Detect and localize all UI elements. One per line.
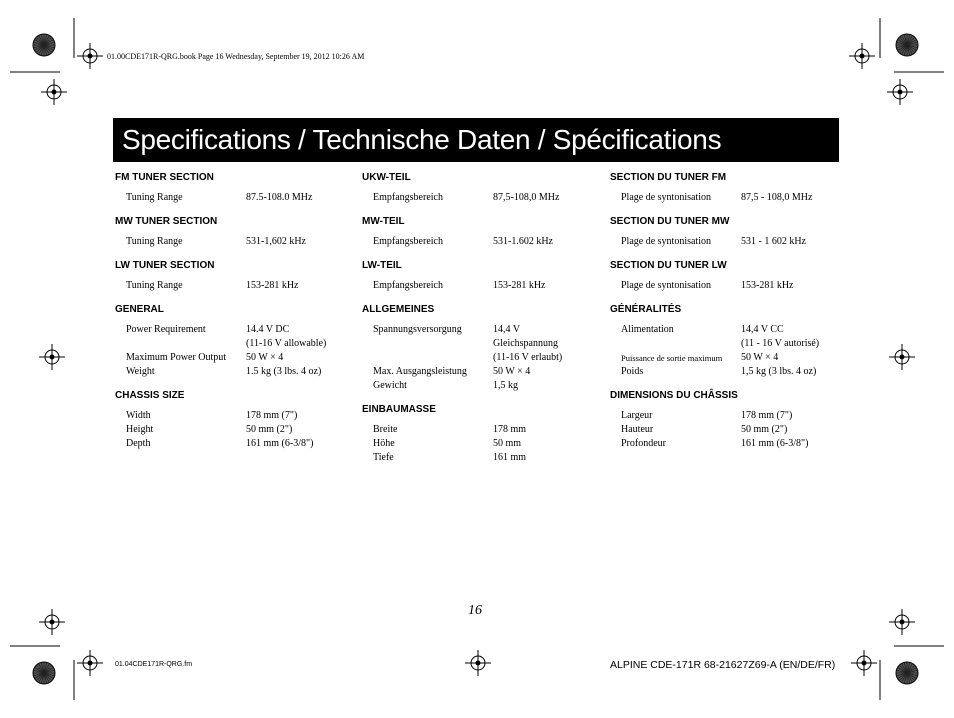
star-target-icon xyxy=(896,34,918,56)
spec-label: Puissance de sortie maximum xyxy=(621,353,723,363)
spec-section xyxy=(610,303,850,379)
spec-value: 50 W × 4 xyxy=(741,352,779,363)
spec-section xyxy=(115,259,355,293)
page-number: 16 xyxy=(468,603,482,618)
registration-mark-icon xyxy=(39,344,65,370)
spec-value: 87.5-108.0 MHz xyxy=(246,192,313,203)
section-title: LW-TEIL xyxy=(362,260,402,271)
registration-mark-icon xyxy=(39,609,65,635)
spec-label: Tuning Range xyxy=(126,192,183,203)
spec-row xyxy=(610,191,850,205)
spec-label: Max. Ausgangsleistung xyxy=(373,366,467,377)
spec-value: 178 mm xyxy=(493,424,527,435)
section-title: EINBAUMASSE xyxy=(362,404,436,415)
spec-row xyxy=(362,351,602,365)
spec-value: (11-16 V erlaubt) xyxy=(493,352,563,363)
registration-mark-icon xyxy=(887,79,913,105)
spec-label: Profondeur xyxy=(621,438,666,449)
spec-row xyxy=(362,337,602,351)
spec-row xyxy=(115,191,355,205)
section-title: GÉNÉRALITÉS xyxy=(610,304,682,315)
spec-label: Largeur xyxy=(621,410,653,421)
spec-label: Weight xyxy=(126,366,155,377)
footer-filename: 01.04CDE171R-QRG.fm xyxy=(115,661,193,668)
section-title: ALLGEMEINES xyxy=(362,304,435,315)
spec-section xyxy=(610,389,850,451)
spec-column-german xyxy=(362,171,602,475)
spec-label: Poids xyxy=(621,366,644,377)
section-title: LW TUNER SECTION xyxy=(115,260,215,271)
spec-row xyxy=(115,409,355,423)
spec-row xyxy=(115,423,355,437)
spec-value: 14,4 V CC xyxy=(741,324,784,335)
spec-row xyxy=(115,437,355,451)
registration-mark-icon xyxy=(849,43,875,69)
spec-label: Empfangsbereich xyxy=(373,236,443,247)
spec-row xyxy=(115,235,355,249)
spec-section xyxy=(610,259,850,293)
spec-row xyxy=(115,279,355,293)
spec-label: Spannungsversorgung xyxy=(373,324,462,335)
star-target-icon xyxy=(33,34,55,56)
spec-row xyxy=(362,279,602,293)
spec-value: 87,5-108,0 MHz xyxy=(493,192,560,203)
spec-label: Hauteur xyxy=(621,424,654,435)
spec-label: Höhe xyxy=(373,438,395,449)
spec-label: Plage de syntonisation xyxy=(621,236,711,247)
spec-section xyxy=(362,171,602,205)
registration-mark-icon xyxy=(41,79,67,105)
spec-label: Empfangsbereich xyxy=(373,280,443,291)
spec-value: 14.4 V DC xyxy=(246,324,290,335)
spec-row xyxy=(610,323,850,337)
spec-value: 178 mm (7") xyxy=(741,410,793,421)
registration-mark-icon xyxy=(851,650,877,676)
registration-mark-icon xyxy=(465,650,491,676)
spec-section xyxy=(115,303,355,379)
spec-section xyxy=(610,215,850,249)
spec-section xyxy=(115,389,355,451)
spec-label: Height xyxy=(126,424,154,435)
spec-value: 1,5 kg (3 lbs. 4 oz) xyxy=(741,366,817,377)
spec-section xyxy=(610,171,850,205)
spec-value: 178 mm (7") xyxy=(246,410,298,421)
spec-label: Power Requirement xyxy=(126,324,206,335)
section-title: DIMENSIONS DU CHÂSSIS xyxy=(610,390,738,401)
spec-value: 161 mm (6-3/8") xyxy=(246,438,314,449)
spec-section xyxy=(362,215,602,249)
spec-row xyxy=(610,437,850,451)
spec-section xyxy=(362,403,602,465)
spec-row xyxy=(610,423,850,437)
spec-label: Breite xyxy=(373,424,398,435)
section-title: GENERAL xyxy=(115,304,164,315)
spec-value: 531-1,602 kHz xyxy=(246,236,306,247)
spec-section xyxy=(115,215,355,249)
spec-label: Width xyxy=(126,410,151,421)
section-title: MW-TEIL xyxy=(362,216,405,227)
spec-row xyxy=(610,337,850,351)
spec-section xyxy=(362,259,602,293)
registration-mark-icon xyxy=(889,609,915,635)
spec-section xyxy=(362,303,602,393)
spec-value: 50 mm (2") xyxy=(246,424,293,435)
registration-mark-icon xyxy=(77,650,103,676)
footer-product-code: ALPINE CDE-171R 68-21627Z69-A (EN/DE/FR) xyxy=(610,659,836,671)
spec-value: 50 mm xyxy=(493,438,522,449)
spec-value: (11 - 16 V autorisé) xyxy=(741,338,820,349)
spec-row xyxy=(362,191,602,205)
spec-row xyxy=(115,351,355,365)
section-title: SECTION DU TUNER FM xyxy=(610,172,727,183)
spec-label: Tuning Range xyxy=(126,236,183,247)
spec-value: 161 mm xyxy=(493,452,527,463)
spec-row xyxy=(362,451,602,465)
star-target-icon xyxy=(33,662,55,684)
spec-row xyxy=(362,423,602,437)
spec-label: Alimentation xyxy=(621,324,674,335)
spec-label: Depth xyxy=(126,438,151,449)
spec-value: 531-1.602 kHz xyxy=(493,236,553,247)
spec-column-french xyxy=(610,171,850,461)
spec-value: 1.5 kg (3 lbs. 4 oz) xyxy=(246,366,322,377)
spec-row xyxy=(610,235,850,249)
spec-label: Gewicht xyxy=(373,380,407,391)
section-title: SECTION DU TUNER LW xyxy=(610,260,727,271)
registration-mark-icon xyxy=(889,344,915,370)
spec-label: Tiefe xyxy=(373,452,394,463)
section-title: SECTION DU TUNER MW xyxy=(610,216,730,227)
spec-row xyxy=(362,235,602,249)
title-bar xyxy=(113,118,839,162)
registration-mark-icon xyxy=(77,43,103,69)
section-title: FM TUNER SECTION xyxy=(115,172,214,183)
spec-row xyxy=(610,365,850,379)
spec-row xyxy=(115,323,355,337)
section-title: UKW-TEIL xyxy=(362,172,411,183)
section-title: CHASSIS SIZE xyxy=(115,390,185,401)
page-title: Specifications / Technische Daten / Spécifications xyxy=(122,124,722,155)
spec-row xyxy=(610,409,850,423)
spec-row xyxy=(362,365,602,379)
spec-value: 14,4 V xyxy=(493,324,521,335)
spec-value: 50 W × 4 xyxy=(246,352,284,363)
spec-row xyxy=(115,365,355,379)
file-header-line: 01.00CDE171R-QRG.book Page 16 Wednesday, September 19, 2012 10:26 AM xyxy=(107,52,365,61)
star-target-icon xyxy=(896,662,918,684)
spec-value: 50 W × 4 xyxy=(493,366,531,377)
spec-label: Maximum Power Output xyxy=(126,352,226,363)
spec-row xyxy=(362,379,602,393)
spec-value: 50 mm (2") xyxy=(741,424,788,435)
spec-row xyxy=(362,323,602,337)
spec-value: 153-281 kHz xyxy=(246,280,299,291)
spec-value: Gleichspannung xyxy=(493,338,558,349)
spec-row xyxy=(362,437,602,451)
spec-value: 87,5 - 108,0 MHz xyxy=(741,192,813,203)
spec-value: (11-16 V allowable) xyxy=(246,338,327,349)
spec-row xyxy=(610,351,850,365)
section-title: MW TUNER SECTION xyxy=(115,216,218,227)
spec-label: Plage de syntonisation xyxy=(621,192,711,203)
spec-label: Empfangsbereich xyxy=(373,192,443,203)
spec-value: 161 mm (6-3/8") xyxy=(741,438,809,449)
spec-value: 1,5 kg xyxy=(493,380,518,391)
spec-row xyxy=(115,337,355,351)
spec-label: Tuning Range xyxy=(126,280,183,291)
spec-column-english xyxy=(115,171,355,461)
spec-row xyxy=(610,279,850,293)
spec-value: 531 - 1 602 kHz xyxy=(741,236,806,247)
spec-section xyxy=(115,171,355,205)
spec-value: 153-281 kHz xyxy=(493,280,546,291)
spec-value: 153-281 kHz xyxy=(741,280,794,291)
spec-label: Plage de syntonisation xyxy=(621,280,711,291)
